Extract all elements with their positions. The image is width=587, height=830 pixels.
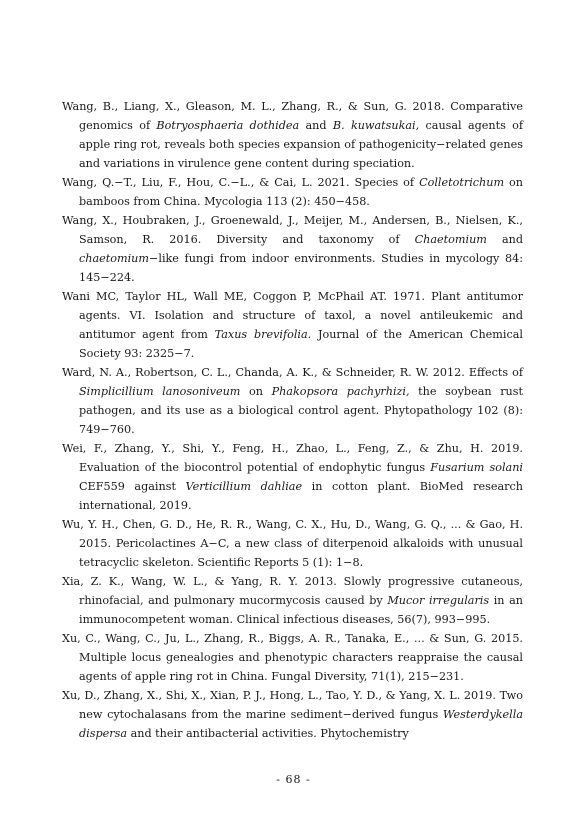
- reference-text: on bamboos from China. Mycologia 113 (2): 450−458.: [79, 176, 524, 208]
- reference-list: [62, 97, 523, 743]
- reference-text: and: [299, 119, 333, 132]
- reference-entry: [62, 211, 523, 287]
- species-name: Verticillium dahliae: [185, 480, 303, 493]
- species-name: Chaetomium: [414, 233, 487, 246]
- reference-text: Journal of the American Chemical Society 93: 2325−7.: [79, 328, 523, 360]
- reference-text: −like fungi from indoor environments. Studies in mycology 84: 145−224.: [79, 252, 523, 284]
- reference-text: and: [486, 233, 524, 246]
- reference-text: in cotton plant. BioMed research international, 2019.: [79, 480, 523, 512]
- reference-text: causal agents of apple ring rot, reveals both species expansion of pathogenicity−related genes and variations in virulence gene content during speciation.: [79, 119, 524, 170]
- reference-text: Wang, B., Liang, X., Gleason, M. L., Zhang, R., & Sun, G. 2018. Comparative genomics of: [62, 100, 523, 132]
- species-name: Colletotrichum: [419, 176, 505, 189]
- reference-text: Wei, F., Zhang, Y., Shi, Y., Feng, H., Zhao, L., Feng, Z., & Zhu, H. 2019. Evaluation of the biocontrol potential of endophytic fungus: [62, 442, 523, 474]
- reference-entry: [62, 173, 523, 211]
- species-name: chaetomium: [79, 252, 149, 265]
- reference-text: in an immunocompetent woman. Clinical infectious diseases, 56(7), 993−995.: [79, 594, 523, 626]
- species-name: Simplicillium lanosoniveum: [79, 385, 241, 398]
- reference-text: and their antibacterial activities. Phytochemistry: [127, 727, 409, 740]
- reference-text: Xu, D., Zhang, X., Shi, X., Xian, P. J., Hong, L., Tao, Y. D., & Yang, X. L. 2019. Two new cytochalasans from the marine sediment−derived fungus: [62, 689, 523, 721]
- reference-text: Wu, Y. H., Chen, G. D., He, R. R., Wang, C. X., Hu, D., Wang, G. Q., ... & Gao, H. 2015. Pericolactines A−C, a new class of diterpenoid alkaloids with unusual tetracyclic skeleton. Scientific Reports 5 (1): 1−8.: [62, 518, 523, 569]
- species-name: B. kuwatsukai,: [332, 119, 420, 132]
- reference-text: on: [240, 385, 272, 398]
- reference-text: Wang, X., Houbraken, J., Groenewald, J., Meijer, M., Andersen, B., Nielsen, K., Samson, R. 2016. Diversity and taxonomy of: [62, 214, 523, 246]
- reference-text: the soybean rust pathogen, and its use as a biological control agent. Phytopathology 102 (8): 749−760.: [79, 385, 523, 436]
- reference-entry: [62, 686, 523, 743]
- species-name: Botryosphaeria dothidea: [156, 119, 300, 132]
- reference-text: Ward, N. A., Robertson, C. L., Chanda, A. K., & Schneider, R. W. 2012. Effects of: [62, 366, 523, 379]
- reference-text: Wang, Q.−T., Liu, F., Hou, C.−L., & Cai, L. 2021. Species of: [62, 176, 420, 189]
- species-name: Westerdykella dispersa: [79, 708, 523, 740]
- page-number: - 68 -: [276, 773, 311, 786]
- reference-entry: [62, 515, 523, 572]
- reference-entry: [62, 439, 523, 515]
- reference-text: Xu, C., Wang, C., Ju, L., Zhang, R., Biggs, A. R., Tanaka, E., ... & Sun, G. 2015. Multiple locus genealogies and phenotypic characters reappraise the causal agents of apple ring rot in China. Fungal Diversity, 71(1), 215−231.: [62, 632, 523, 683]
- species-name: Taxus brevifolia.: [214, 328, 312, 341]
- reference-entry: [62, 97, 523, 173]
- reference-entry: [62, 629, 523, 686]
- reference-text: Wani MC, Taylor HL, Wall ME, Coggon P, McPhail AT. 1971. Plant antitumor agents. VI. Isolation and structure of taxol, a novel antileukemic and antitumor agent from: [62, 290, 523, 341]
- species-name: Fusarium solani: [430, 461, 524, 474]
- species-name: Phakopsora pachyrhizi,: [271, 385, 410, 398]
- reference-text: CEF559 against: [79, 480, 186, 493]
- reference-entry: [62, 287, 523, 363]
- reference-text: Xia, Z. K., Wang, W. L., & Yang, R. Y. 2013. Slowly progressive cutaneous, rhinofacial, and pulmonary mucormycosis caused by: [62, 575, 523, 607]
- species-name: Mucor irregularis: [387, 594, 490, 607]
- reference-entry: [62, 363, 523, 439]
- reference-entry: [62, 572, 523, 629]
